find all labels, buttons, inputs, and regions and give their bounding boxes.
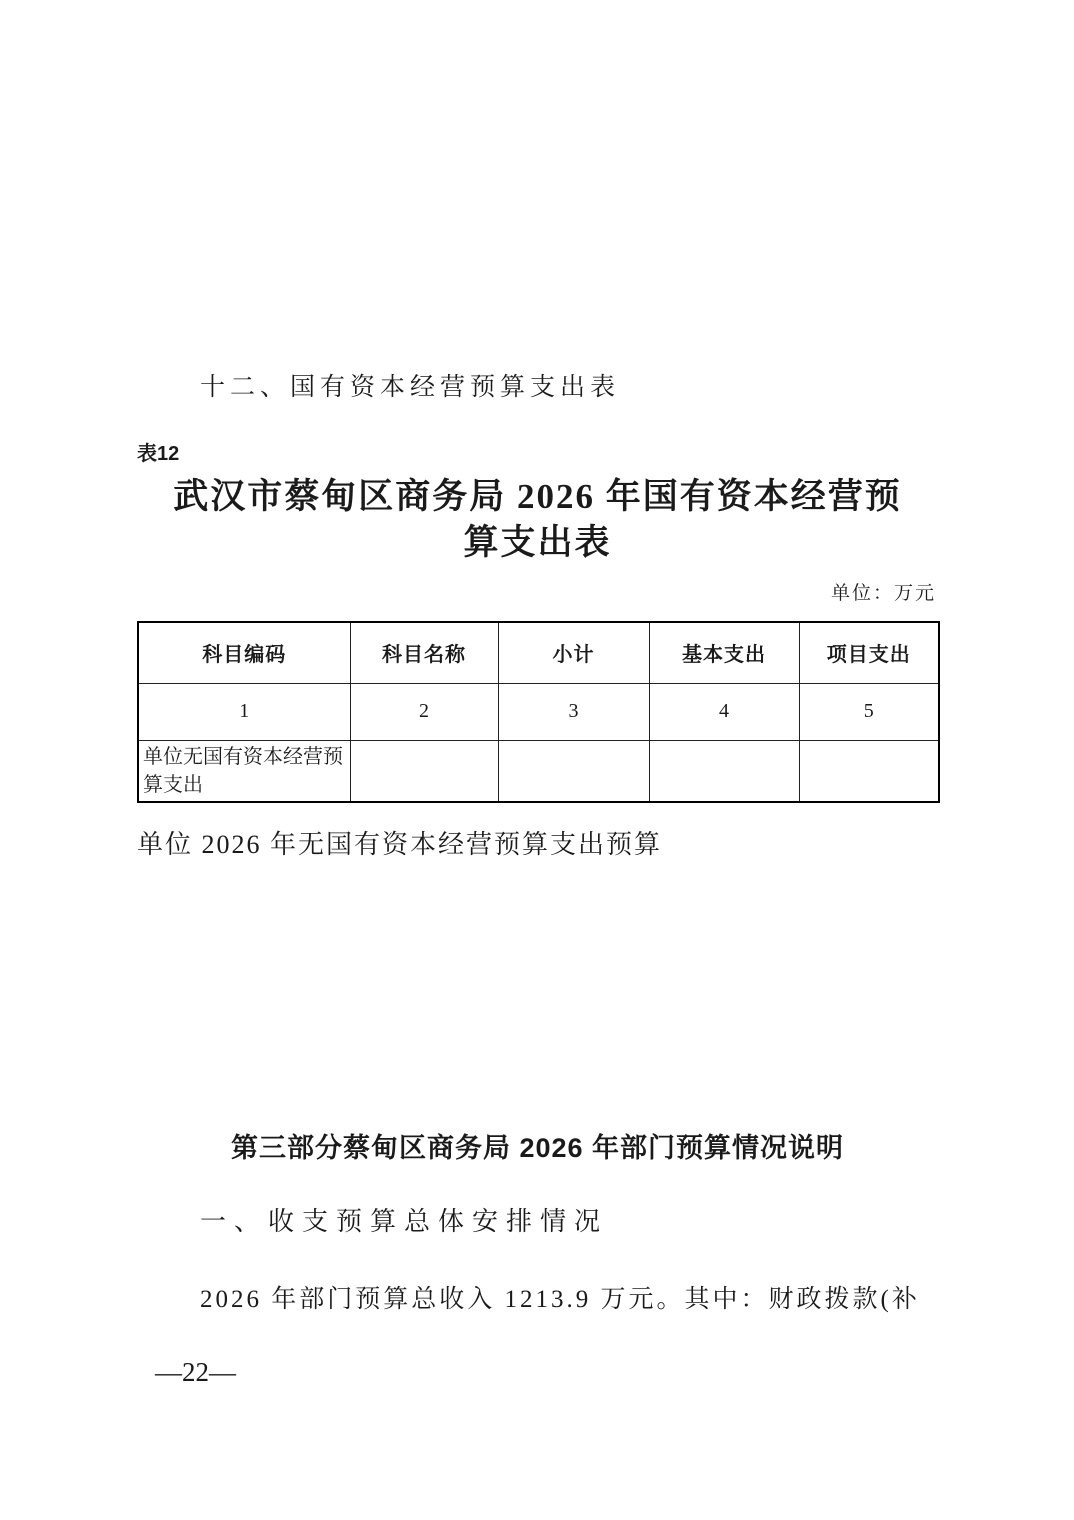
table-header-cell-subject-code: 科目编码 <box>138 622 350 683</box>
table-header-cell-subject-name: 科目名称 <box>350 622 498 683</box>
table-cell-empty <box>649 740 799 802</box>
table-footnote: 单位 2026 年无国有资本经营预算支出预算 <box>137 830 663 859</box>
table-index-cell: 4 <box>649 683 799 740</box>
table-cell-empty <box>799 740 939 802</box>
table-cell-no-budget-note: 单位无国有资本经营预算支出 <box>138 740 350 802</box>
page-number: —22— <box>155 1357 236 1387</box>
table-header-cell-basic-expenditure: 基本支出 <box>649 622 799 683</box>
part3-heading: 第三部分蔡甸区商务局 2026 年部门预算情况说明 <box>230 1133 845 1163</box>
section-heading: 十二、国有资本经营预算支出表 <box>200 374 621 401</box>
table-index-cell: 5 <box>799 683 939 740</box>
part3-subheading: 一、收支预算总体安排情况 <box>200 1207 609 1236</box>
table-row <box>138 740 939 802</box>
table-index-cell: 3 <box>498 683 649 740</box>
table-header-cell-subtotal: 小计 <box>498 622 649 683</box>
budget-table <box>137 621 940 803</box>
unit-note: 单位：万元 <box>830 583 936 604</box>
table-index-cell: 2 <box>350 683 498 740</box>
table-header-row <box>138 622 939 683</box>
table-title-line-2: 算支出表 <box>463 523 612 562</box>
table-title-line-1: 武汉市蔡甸区商务局 2026 年国有资本经营预 <box>173 477 902 516</box>
table-index-cell: 1 <box>138 683 350 740</box>
table-cell-empty <box>498 740 649 802</box>
table-index-row <box>138 683 939 740</box>
table-cell-empty <box>350 740 498 802</box>
table-label: 表12 <box>137 443 180 465</box>
table-header-cell-project-expenditure: 项目支出 <box>799 622 939 683</box>
page-content <box>137 0 938 1316</box>
table-title <box>137 474 938 566</box>
part3-paragraph: 2026 年部门预算总收入 1213.9 万元。其中：财政拨款(补 <box>200 1286 920 1313</box>
